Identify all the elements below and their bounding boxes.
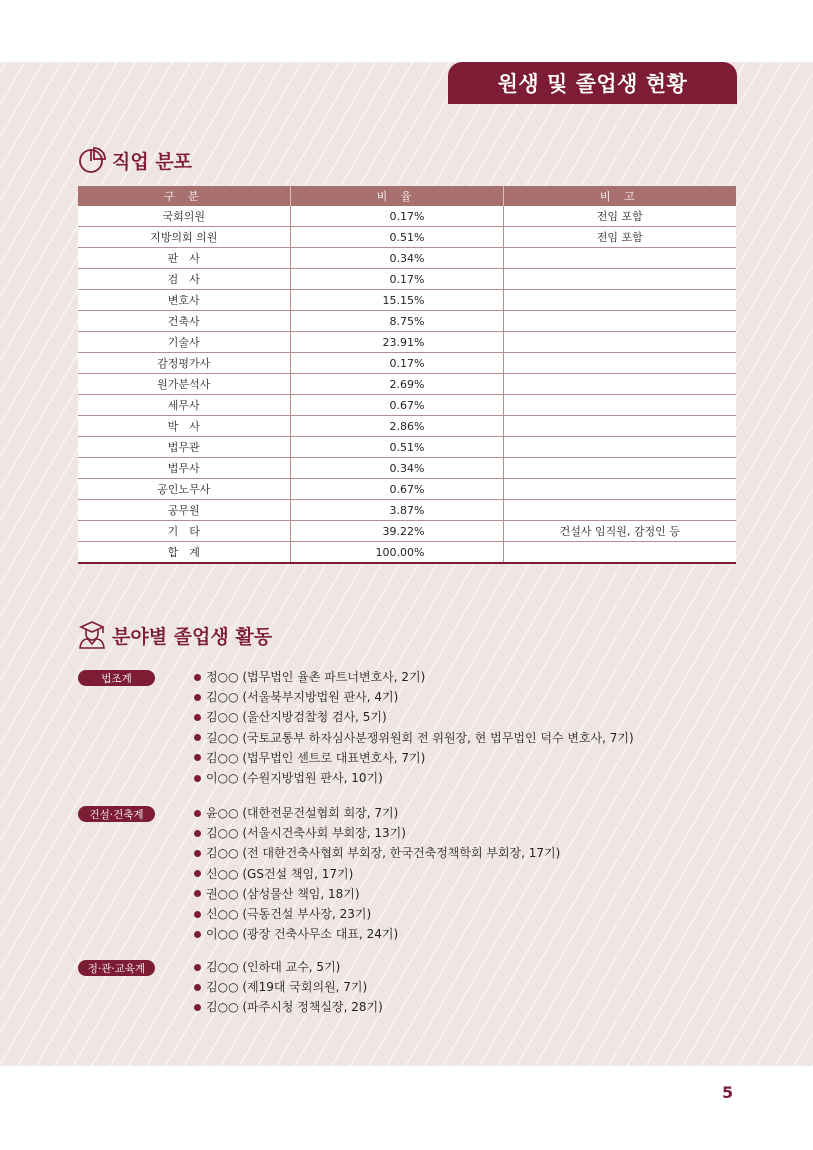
- cell-category: 공인노무사: [78, 479, 290, 500]
- alumni-entry-text: 김○○ (인하대 교수, 5기): [206, 960, 341, 974]
- alumni-list-legal: [194, 667, 634, 788]
- bullet-dot-icon: [194, 674, 201, 681]
- cell-note: [503, 332, 736, 353]
- bullet-dot-icon: [194, 890, 201, 897]
- cell-rate: 39.22%: [290, 521, 503, 542]
- alumni-entry-text: 김○○ (울산지방검찰청 검사, 5기): [206, 710, 387, 725]
- cell-category: 공무원: [78, 500, 290, 521]
- cell-note: [503, 416, 736, 437]
- cell-category: 국회의원: [78, 206, 290, 227]
- cell-category: 건축사: [78, 311, 290, 332]
- alumni-heading: [78, 620, 272, 650]
- cell-note: [503, 353, 736, 374]
- list-item: [194, 884, 560, 904]
- cell-category: 원가분석사: [78, 374, 290, 395]
- alumni-entry-text: 권○○ (삼성물산 책임, 18기): [206, 886, 360, 901]
- list-item: [194, 768, 634, 788]
- cell-rate: 0.34%: [290, 458, 503, 479]
- cell-note: [503, 395, 736, 416]
- alumni-entry-text: 윤○○ (대한전문건설협회 회장, 7기): [206, 806, 399, 820]
- badge-politics-education: 정·관·교육계: [78, 960, 155, 976]
- table-row: [78, 458, 736, 479]
- cell-note: [503, 248, 736, 269]
- cell-note: [503, 479, 736, 500]
- cell-note: [503, 500, 736, 521]
- alumni-entry-text: 김○○ (파주시청 정책실장, 28기): [206, 1000, 383, 1015]
- bullet-dot-icon: [194, 775, 201, 782]
- table-row: [78, 206, 736, 227]
- table-row: [78, 227, 736, 248]
- cell-category: 합 계: [78, 542, 290, 564]
- table-row: [78, 332, 736, 353]
- alumni-list-politics-education: [194, 957, 383, 1018]
- list-item: [194, 748, 634, 768]
- alumni-heading-text: 분야별 졸업생 활동: [112, 625, 273, 648]
- cell-rate: 0.51%: [290, 227, 503, 248]
- cell-category: 법무사: [78, 458, 290, 479]
- table-row: [78, 269, 736, 290]
- bullet-dot-icon: [194, 911, 201, 918]
- bullet-dot-icon: [194, 830, 201, 837]
- list-item: [194, 687, 634, 707]
- alumni-entry-text: 정○○ (법무법인 율촌 파트너변호사, 2기): [206, 670, 426, 684]
- cell-rate: 0.17%: [290, 206, 503, 227]
- table-row: [78, 479, 736, 500]
- cell-rate: 23.91%: [290, 332, 503, 353]
- cell-category: 세무사: [78, 395, 290, 416]
- list-item: [194, 803, 560, 823]
- cell-rate: 0.67%: [290, 395, 503, 416]
- alumni-entry-text: 길○○ (국토교통부 하자심사분쟁위원회 전 위원장, 현 법무법인 덕수 변호사, 7기): [206, 730, 634, 745]
- cell-rate: 100.00%: [290, 542, 503, 564]
- pie-chart-icon: [78, 146, 106, 174]
- table-row: [78, 416, 736, 437]
- cell-note: [503, 458, 736, 479]
- occupation-heading: [78, 146, 192, 174]
- cell-rate: 0.51%: [290, 437, 503, 458]
- alumni-entry-text: 이○○ (수원지방법원 판사, 10기): [206, 771, 383, 786]
- col-header-rate: 비 율: [290, 186, 503, 206]
- cell-rate: 2.69%: [290, 374, 503, 395]
- table-row: [78, 374, 736, 395]
- bullet-dot-icon: [194, 694, 201, 701]
- cell-category: 검 사: [78, 269, 290, 290]
- cell-note: [503, 269, 736, 290]
- occupation-table: [78, 186, 736, 564]
- list-item: [194, 823, 560, 843]
- table-row: [78, 290, 736, 311]
- bullet-dot-icon: [194, 734, 201, 741]
- cell-category: 판 사: [78, 248, 290, 269]
- alumni-entry-text: 김○○ (전 대한건축사협회 부회장, 한국건축정책학회 부회장, 17기): [206, 846, 561, 861]
- cell-note: 전임 포함: [503, 227, 736, 248]
- cell-rate: 8.75%: [290, 311, 503, 332]
- bullet-dot-icon: [194, 810, 201, 817]
- table-row: [78, 353, 736, 374]
- alumni-list-construction: [194, 803, 560, 944]
- cell-rate: 3.87%: [290, 500, 503, 521]
- cell-category: 기술사: [78, 332, 290, 353]
- list-item: [194, 864, 560, 884]
- cell-note: [503, 311, 736, 332]
- bullet-dot-icon: [194, 964, 201, 971]
- alumni-entry-text: 신○○ (GS건설 책임, 17기): [206, 866, 354, 881]
- badge-construction: 건설·건축계: [78, 806, 155, 822]
- list-item: [194, 667, 634, 687]
- list-item: [194, 997, 383, 1017]
- list-item: [194, 707, 634, 727]
- col-header-category: 구 분: [78, 186, 290, 206]
- list-item: [194, 728, 634, 748]
- cell-category: 지방의회 의원: [78, 227, 290, 248]
- cell-rate: 15.15%: [290, 290, 503, 311]
- list-item: [194, 957, 383, 977]
- table-row: [78, 248, 736, 269]
- bullet-dot-icon: [194, 714, 201, 721]
- cell-category: 박 사: [78, 416, 290, 437]
- list-item: [194, 843, 560, 863]
- cell-category: 기 타: [78, 521, 290, 542]
- alumni-entry-text: 신○○ (극동건설 부사장, 23기): [206, 907, 372, 922]
- cell-category: 감정평가사: [78, 353, 290, 374]
- table-row: [78, 500, 736, 521]
- cell-category: 법무관: [78, 437, 290, 458]
- list-item: [194, 904, 560, 924]
- page-title: 원생 및 졸업생 현황: [448, 62, 737, 104]
- graduate-icon: [78, 620, 106, 650]
- cell-note: [503, 437, 736, 458]
- bullet-dot-icon: [194, 754, 201, 761]
- cell-note: [503, 374, 736, 395]
- cell-note: 전임 포함: [503, 206, 736, 227]
- bullet-dot-icon: [194, 984, 201, 991]
- alumni-entry-text: 김○○ (법무법인 센트로 대표변호사, 7기): [206, 750, 426, 765]
- alumni-entry-text: 김○○ (서울북부지방법원 판사, 4기): [206, 690, 399, 705]
- occupation-heading-text: 직업 분포: [112, 150, 193, 173]
- cell-rate: 2.86%: [290, 416, 503, 437]
- cell-category: 변호사: [78, 290, 290, 311]
- cell-note: 건설사 임직원, 감정인 등: [503, 521, 736, 542]
- cell-rate: 0.34%: [290, 248, 503, 269]
- cell-rate: 0.17%: [290, 269, 503, 290]
- alumni-entry-text: 김○○ (서울시건축사회 부회장, 13기): [206, 826, 406, 841]
- alumni-entry-text: 김○○ (제19대 국회의원, 7기): [206, 980, 368, 995]
- bullet-dot-icon: [194, 850, 201, 857]
- page-number: 5: [722, 1083, 734, 1102]
- table-row: [78, 311, 736, 332]
- table-row: [78, 395, 736, 416]
- table-header-row: [78, 186, 736, 206]
- list-item: [194, 977, 383, 997]
- list-item: [194, 924, 560, 944]
- bullet-dot-icon: [194, 931, 201, 938]
- bullet-dot-icon: [194, 1004, 201, 1011]
- table-row: [78, 521, 736, 542]
- cell-rate: 0.67%: [290, 479, 503, 500]
- cell-rate: 0.17%: [290, 353, 503, 374]
- bullet-dot-icon: [194, 870, 201, 877]
- cell-note: [503, 542, 736, 564]
- table-total-row: [78, 542, 736, 564]
- badge-legal: 법조계: [78, 670, 155, 686]
- cell-note: [503, 290, 736, 311]
- alumni-entry-text: 이○○ (광장 건축사무소 대표, 24기): [206, 927, 399, 942]
- table-row: [78, 437, 736, 458]
- col-header-note: 비 고: [503, 186, 736, 206]
